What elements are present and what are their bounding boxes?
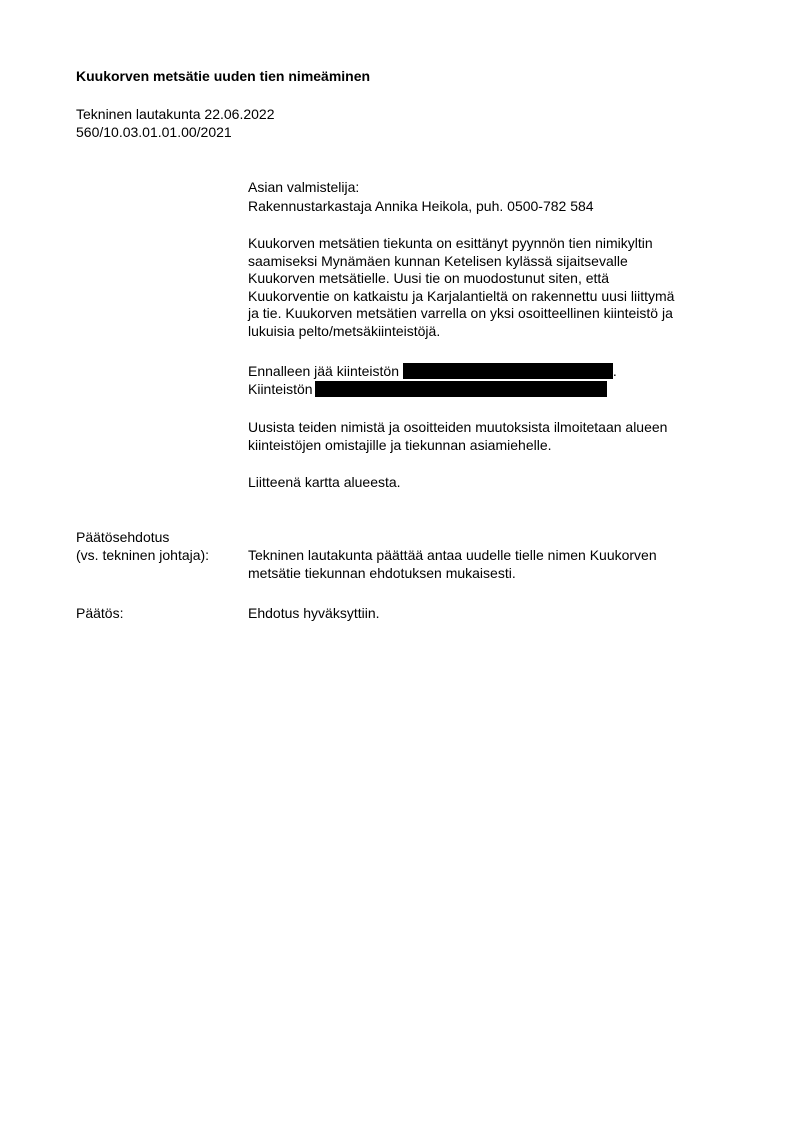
kiinteiston-line bbox=[248, 381, 744, 399]
preparer-label: Asian valmistelija: bbox=[248, 179, 360, 195]
paragraph-line: Uusista teiden nimistä ja osoitteiden muutoksista ilmoitetaan alueen bbox=[248, 419, 668, 435]
paragraph-request bbox=[248, 235, 744, 340]
proposal-line: metsätie tiekunnan ehdotuksen mukaisesti. bbox=[248, 564, 516, 581]
paragraph-line: Kuukorventie on katkaistu ja Karjalantieltä on rakennettu uusi liittymä bbox=[248, 287, 675, 304]
preparer-name: Rakennustarkastaja Annika Heikola, puh. 0500-782 584 bbox=[248, 198, 594, 214]
reference-number: 560/10.03.01.01.00/2021 bbox=[76, 124, 232, 140]
ennalleen-end: . bbox=[612, 363, 617, 379]
ennalleen-line bbox=[248, 363, 744, 381]
attachment-note: Liitteenä kartta alueesta. bbox=[248, 474, 401, 490]
proposal-line: Tekninen lautakunta päättää antaa uudelle tielle nimen Kuukorven bbox=[248, 547, 657, 563]
decision-label: Päätös: bbox=[76, 605, 124, 621]
paragraph-line: Kuukorven metsätien tiekunta on esittänyt pyynnön tien nimikyltin bbox=[248, 235, 653, 251]
document-title: Kuukorven metsätie uuden tien nimeäminen bbox=[76, 68, 371, 84]
proposal-author: (vs. tekninen johtaja): bbox=[76, 547, 210, 563]
redaction-block bbox=[403, 363, 613, 379]
paragraph-line: Kuukorven metsätielle. Uusi tie on muodostunut siten, että bbox=[248, 270, 610, 286]
paragraph-line: kiinteistöjen omistajille ja tiekunnan asiamiehelle. bbox=[248, 436, 552, 453]
kiinteiston-text: Kiinteistön bbox=[248, 381, 313, 397]
paragraph-line: saamiseksi Mynämäen kunnan Ketelisen kylässä sijaitsevalle bbox=[248, 252, 628, 269]
board-date: Tekninen lautakunta 22.06.2022 bbox=[76, 106, 275, 122]
paragraph-line: ja tie. Kuukorven metsätien varrella on yksi osoitteellinen kiinteistö ja bbox=[248, 305, 673, 321]
ennalleen-text: Ennalleen jää kiinteistön bbox=[248, 363, 399, 379]
decision-text: Ehdotus hyväksyttiin. bbox=[248, 605, 380, 621]
paragraph-notification bbox=[248, 419, 744, 454]
proposal-text bbox=[248, 547, 744, 582]
proposal-label: Päätösehdotus bbox=[76, 529, 170, 545]
redaction-block bbox=[315, 381, 607, 397]
paragraph-line: lukuisia pelto/metsäkiinteistöjä. bbox=[248, 322, 441, 339]
